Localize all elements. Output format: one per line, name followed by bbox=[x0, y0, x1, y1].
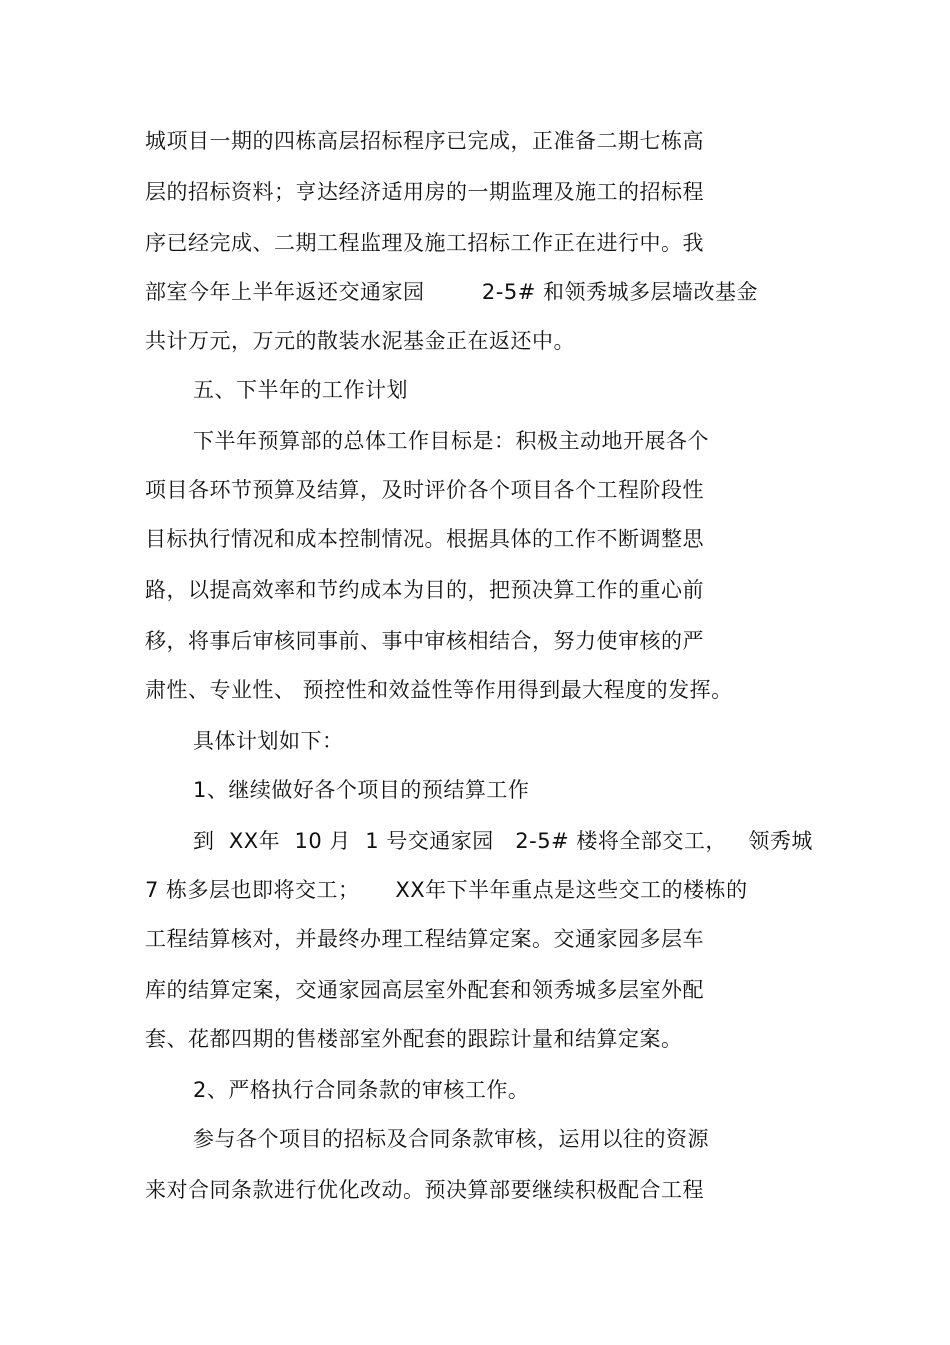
paragraph-line: 来对合同条款进行优化改动。预决算部要继续积极配合工程 bbox=[145, 1178, 704, 1202]
list-item-heading: 1、继续做好各个项目的预结算工作 bbox=[193, 778, 530, 802]
paragraph-line: 7 栋多层也即将交工； XX年下半年重点是这些交工的楼栋的 bbox=[145, 878, 748, 902]
paragraph-line: 路，以提高效率和节约成本为目的，把预决算工作的重心前 bbox=[145, 578, 704, 602]
paragraph-line: 移，将事后审核同事前、事中审核相结合，努力使审核的严 bbox=[145, 629, 704, 653]
paragraph-line: 参与各个项目的招标及合同条款审核，运用以往的资源 bbox=[193, 1127, 709, 1151]
paragraph-line: 套、花都四期的售楼部室外配套的跟踪计量和结算定案。 bbox=[145, 1027, 683, 1051]
paragraph-line: 共计万元，万元的散装水泥基金正在返还中。 bbox=[145, 329, 575, 353]
section-heading: 五、下半年的工作计划 bbox=[193, 378, 408, 402]
paragraph-line: 具体计划如下： bbox=[193, 729, 344, 753]
paragraph-line: 肃性、专业性、 预控性和效益性等作用得到最大程度的发挥。 bbox=[145, 678, 733, 702]
paragraph-line: 序已经完成、二期工程监理及施工招标工作正在进行中。我 bbox=[145, 231, 704, 255]
paragraph-line: 下半年预算部的总体工作目标是：积极主动地开展各个 bbox=[193, 429, 709, 453]
paragraph-line: 工程结算核对，并最终办理工程结算定案。交通家园多层车 bbox=[145, 927, 704, 951]
paragraph-line: 城项目一期的四栋高层招标程序已完成，正准备二期七栋高 bbox=[145, 129, 704, 153]
paragraph-line: 目标执行情况和成本控制情况。根据具体的工作不断调整思 bbox=[145, 527, 704, 551]
paragraph-line: 层的招标资料；亨达经济适用房的一期监理及施工的招标程 bbox=[145, 180, 704, 204]
list-item-heading: 2、严格执行合同条款的审核工作。 bbox=[193, 1078, 530, 1102]
paragraph-line: 项目各环节预算及结算，及时评价各个项目各个工程阶段性 bbox=[145, 478, 704, 502]
paragraph-line: 库的结算定案，交通家园高层室外配套和领秀城多层室外配 bbox=[145, 978, 704, 1002]
paragraph-line: 部室今年上半年返还交通家园 2-5# 和领秀城多层墙改基金 bbox=[145, 280, 758, 304]
paragraph-line: 到 XX年 10 月 1 号交通家园 2-5# 楼将全部交工， 领秀城 bbox=[193, 829, 813, 853]
